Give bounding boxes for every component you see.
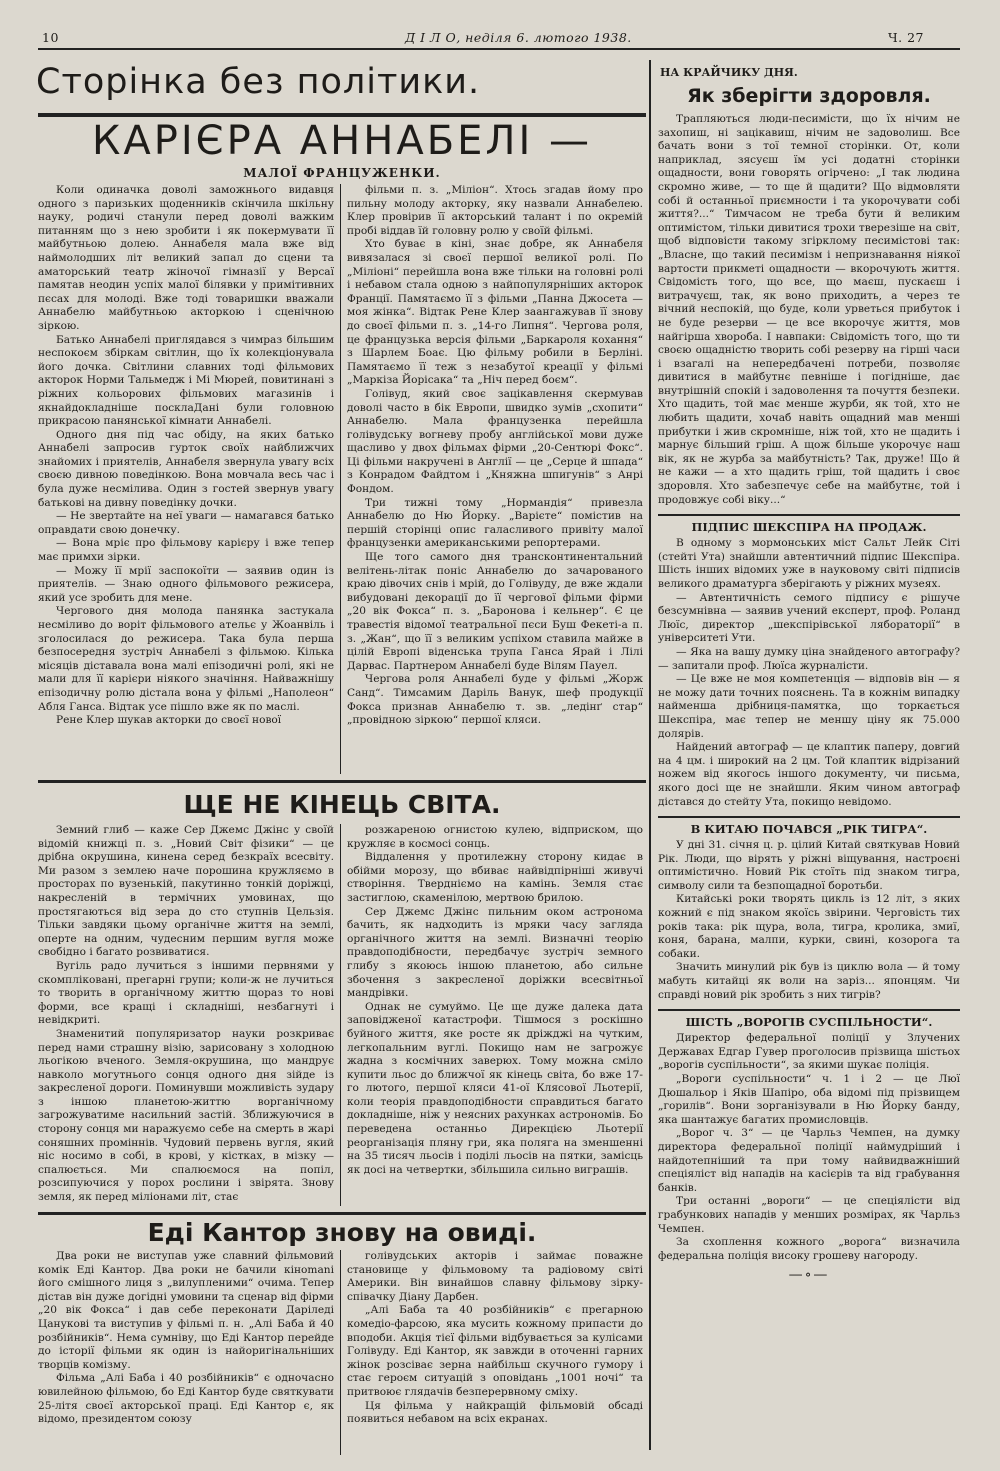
- paragraph: Ще того самого дня трансконтинентальний велітень-літак поніс Аннабелю до зачарованого краю дівочих снів і мрій, до Голівуду, де вже ждали вибудовані декорації до її чергової фільми фірми „20 вік Фокса“ п. з. „Баронова і кельнер“. Є це травестія відомої театральної пєси Буш Фекеті-а п. з. „Жан“, що її з великим успіхом ставила майже в цілій Европі віденська трупа Ганса Ярай і Лілі Дарвас. Партнером Аннабелі буде Вілям Пауел.: [347, 551, 643, 672]
- annabel-title: КАРІЄРА АННАБЕЛІ —: [92, 118, 592, 164]
- paragraph: Віддалення у протилежну сторону кидає в обійми морозу, що вбиває найвідпірніші живучі створіння. Твердніємо на камінь. Земля стає застиглою, скаменілою, мертвою брилою.: [347, 851, 643, 904]
- annabel-subtitle: МАЛОЇ ФРАНЦУЖЕНКИ.: [243, 166, 441, 180]
- issue-number: Ч. 27: [888, 30, 925, 45]
- health-title: Як зберігти здоровля.: [687, 85, 931, 107]
- section-title: Сторінка без політики.: [36, 62, 481, 102]
- sidebar-kicker: НА КРАЙЧИКУ ДНЯ.: [660, 66, 798, 79]
- paragraph: „Вороги суспільности“ ч. 1 і 2 — це Люї Дюшальор і Яків Шапіро, оба відомі під прізвищем „горилів“. Вони зорганізували в Ню Йорку банду, яка шантажує багатих промисловців.: [658, 1073, 960, 1126]
- annabel-col-2: [347, 184, 643, 728]
- paragraph: Чергова роля Аннабелі буде у фільмі „Жорж Санд“. Тимсамим Даріль Ванук, шеф продукції Фокса признав Аннабелю т. зв. „ледінґ стар“ „провідною зіркою“ першої кляси.: [347, 673, 643, 727]
- paragraph: Два роки не виступав уже славний фільмовий комік Еді Кантор. Два роки не бачили кінomani його смішного лиця з „вилупленими“ очима. Тепер дістав він дуже догідні умовини та сценар від фірми „20 вік Фокса“ і дав себе переконати Даріледі Цанукові та виступив у фільмі п. н. „Алі Баба й 40 розбійників“. Нема сумніву, що Еді Кантор перейде до історії фільми як один із найоригінальніших творців комізму.: [38, 1250, 334, 1371]
- enemies-title: ШІСТЬ „ВОРОГІВ СУСПІЛЬНОСТИ“.: [685, 1015, 933, 1030]
- header-rule: [38, 48, 960, 50]
- paragraph: — Можу її мрії заспокоїти — заявив один із приятелів. — Знаю одного фільмового режисера, який усе зробить для мене.: [38, 564, 334, 604]
- paragraph: голівудських акторів і займає поважне становище у фільмовому та радіовому світі Америки. Він винайшов славну фільмову зірку-співачку Діану Дарбен.: [347, 1250, 643, 1303]
- paragraph: Рене Клер шукав акторки до своєї нової: [56, 714, 282, 727]
- world-col-1: [38, 824, 334, 1205]
- end-ornament: —∘—: [788, 1267, 830, 1284]
- paragraph: Вугіль радо лучиться з іншими первнями у скомпліковані, прегарні групи; коли-ж не лучиться то творить в органічному життю щораз то нові форми, все кращі і складніші, незбагнуті і невідкриті.: [38, 959, 334, 1027]
- paragraph: — Вона мріє про фільмову карієру і вже тепер має примхи зірки.: [38, 537, 334, 564]
- paragraph: В одному з мормонських міст Сальт Лейк Сіті (стейті Ута) знайшли автентичний підпис Шекспіра. Шість інших відомих уже в науковому світі підписів великого драматурга зберігають у ріжних музеях.: [658, 537, 960, 590]
- paragraph: — Автентичність семого підпису є рішуче безсумнівна — заявив учений експерт, проф. Роланд Люїс, директор „шекспірівської лябораторії“ в університеті Ути.: [658, 591, 960, 645]
- page-number: 10: [42, 30, 59, 45]
- paragraph: фільми п. з. „Міліон“. Хтось згадав йому про пильну молоду акторку, яку назвали Аннабелею. Клер провірив її акторський талант і по окремій пробі віддав їй головну ролю у своїй фільмі.: [347, 184, 643, 237]
- paragraph: Три тижні тому „Нормандія“ привезла Аннабелю до Ню Йорку. „Варієте“ помістив на першій сторінці опис галасливого привіту малої французенки американськими репортерами.: [347, 496, 643, 550]
- paragraph: Коли одиначка доволі заможнього видавця одного з паризьких щоденників скінчила шкільну науку, родичі станули перед доволі важким питанням що з нею зробити і як покермувати її майбутньою долею. Аннабеля мала вже від наймолодших літ великий запал до сцени та аматорський театр жіночої гімназії у Версаї памятав неодин успіх малої білявки у примітивних пєсах для молоді. Вже тоді товаришки вважали Аннабелю майбутньою акторкою і сценічною зіркою.: [38, 184, 334, 332]
- column-divider: [340, 1250, 341, 1455]
- section-rule: [658, 1009, 960, 1011]
- paragraph: Однак не сумуймо. Це ще дуже далека дата заповідженої катастрофи. Тішмося з роскішно буйного життя, яке росте як дріжджі на чутким, легкопальним вуглі. Покищо нам не загрожує жадна з космічних заверюх. Тому можна сміло купити льос до ближчої як кінець світа, бо вже 17-го лютого, першої кляси 41-ої Клясової Льотерії, коли теорія правдоподібности справдиться багато докладніше, ніж у неясних рахунках астрономів. Бо переведена останньо Дирекцією Льотерії реорганізація пляну гри, яка поляга на зменшенні на 35 тисяч льосів і поділі льосів на пятки, замісць як досі на четвертки, збільшила сильно виграшів.: [347, 1000, 643, 1176]
- column-divider: [340, 184, 341, 774]
- paragraph: „Алі Баба та 40 розбійників“ є прегарною комедіо-фарсою, яка мусить кожному припасти до вподоби. Акція тієї фільми відбувається за кулісами Голівуду. Еді Кантор, як завжди в оточенні гарних жінок розсіває зерна найбільш скучного гумору і стає героєм ситуацій з оповідань „1001 ночі“ та притвоює глядачів безперервному сміху.: [347, 1304, 643, 1398]
- paragraph: Одного дня під час обіду, на яких батько Аннабелі запросив гурток своїх найближчих знайомих і приятелів, Аннабеля звернула увагу всіх своєю дивною поведінкою. Вона мовчала весь час і була дуже несміливa. Один з гостей звернув увагу батькові на дивну поведінку дочки.: [38, 428, 334, 509]
- tiger-title: В КИТАЮ ПОЧАВСЯ „РІК ТИГРА“.: [690, 822, 928, 837]
- cantor-top-rule: [38, 1212, 646, 1215]
- world-title: ЩЕ НЕ КІНЕЦЬ СВІТА.: [183, 790, 501, 819]
- paragraph: За схоплення кожного „ворога“ визначила федеральна поліція високу грошеву нагороду.: [658, 1236, 960, 1262]
- paragraph: Голівуд, який своє зацікавлення скермував доволі часто в бік Европи, швидко зумів „схопити“ Аннабелю. Мала французенка перейшла голівудську вогневу пробу англійської мови дуже щасливо у двох фільмах фірми „20-Сентюрі Фокс“. Ці фільми накручені в Англії — це „Серце й шпада“ з Конрадом Файдтом і „Княжна шпигунів“ з Анрі Фондом.: [347, 387, 643, 496]
- paragraph: Батько Аннабелі приглядався з чимраз більшим неспокоєм збіркам світлин, що їх колекціонувала його дочка. Світлини славних тоді фільмових акторок Норми Тальмедж і Мі Мюрей, повитинані з ріжних кольорових фільмових магазинів і якнайдокладніше посклаДані були головною прикрасою панянської кімнати Аннабелі.: [38, 333, 334, 428]
- section-rule: [658, 816, 960, 818]
- paragraph: — Не звертайте на неї уваги — намагався батько оправдати свою донечку.: [38, 510, 334, 536]
- paragraph: Три останні „вороги“ — це спеціялісти від грабункових нападів у менших розмірах, як Чарльз Чемпен.: [658, 1195, 960, 1235]
- paragraph: Знаменитий популяризатор науки розкриває перед нами страшну візію, зарисовану з холодною льогікою вченого. Земля-окрушина, що мандрує навколо могутнього сонця одного дня зійде із закресленої дороги. Поминувши можливість зудару з іншою планетою-життю ворганічному загрожуватиме насильний застій. Зближуючися в сторону сонця ми наражуємо себе на смерть в жарі соняшних проміннів. Чудовий первень вугля, який ніс носимо в собі, в крові, у кістках, в мізку — спалюється. Ми спалюємося на попіл, розсипуючися у порох рослини і звірята. Знову земля, як перед міліонами літ, стає: [38, 1027, 334, 1204]
- column-divider: [340, 824, 341, 1206]
- world-col-2: [347, 824, 643, 1177]
- cantor-col-2: [347, 1250, 643, 1427]
- paragraph: — Це вже не моя компетенція — відповів він — я не можу дати точних пояснень. Та в кожнім випадку найменша дрібниця-памятка, що торкається Шекспіра, має тепер не меншу ціну як 75.000 долярів.: [658, 673, 960, 740]
- paragraph: У дні 31. січня ц. р. цілий Китай святкував Новий Рік. Люди, що вірять у ріжні віщування, настроєні оптимістично. Новий Рік стоїть під знаком тигра, символу сили та безпощадної боротьби.: [658, 839, 960, 892]
- paragraph: Трапляються люди-песимісти, що їх нічим не захопиш, ні зацікавиш, нічим не задоволиш. Все бачать вони з тої темної сторінки. От, коли наприклад, зясуєш їм усі додатні сторінки ощадности, вони говорять огірчено: „І так людина скромно живе, — то ще й щадити? Що відмовляти собі й останньої приємности і та укорочувати собі життя?...“ Тимчасом не треба бути й великим оптимістом, тільки дивитися трохи тверезіше на світ, щоб відповісти такому згірклому песимістові так: „Власне, що такий песимізм і непризнавання ніякої вартости прикметі ощадности — вкорочують життя. Свідомість того, що все, що маєш, пускаєш і витрачуєш, так, як воно приходить, а через те вічний неспокій, що буде, коли урветься прибуток і не буде резерви — це все вкорочує життя, мов найгірша хвороба. І навпаки: Свідомість того, що ти своєю ощадністю творить собі резерву на гірші часи і взагалі на непередбачені потреби, позволяє дивитися в майбутнє певніше і погідніше, дає внутрішній спокій і задоволення та почуття безпеки. Хто щадить, той має менше журби, як той, хто не любить щадити, хочаб навіть ощадний мав менші прибутки і жив скромніше, ніж той, хто не щадить і марнує більший гріш. А щож більше укорочує наш вік, як не журба за майбутність? Так, друже! Що й не кажи — а хто щадить гріш, той щадить і своє здоровля. Хто забезпечує себе на майбутнє, той і продовжує собі віку...“: [658, 113, 960, 506]
- shakespeare-text: [658, 537, 960, 809]
- tiger-text: [658, 839, 960, 1002]
- paragraph: Значить минулий рік був із циклю вола — й тому мабуть китайці як воли на заріз... японцям. Чи справді новий рік зробить з них тигрів?: [658, 961, 960, 1001]
- paragraph: Ця фільма у найкращій фільмовій обсаді появиться небавом на всіх екранах.: [347, 1399, 643, 1426]
- section-rule: [658, 514, 960, 516]
- world-top-rule: [38, 780, 646, 783]
- cantor-title: Еді Кантор знову на овиді.: [147, 1218, 537, 1247]
- cantor-col-1: [38, 1250, 334, 1427]
- paragraph: „Ворог ч. 3“ — це Чарльз Чемпен, на думку директора федеральної поліції наймудріший і найдотепніший та при тому найвидважніший спеціяліст від нападів на касієрів та від грабування банків.: [658, 1127, 960, 1194]
- paragraph: Сер Джемс Джінс пильним оком астронома бачить, як надходить із мряки часу загляда органічного життя на землі. Визначні теорію правдоподібности, передбачує зустріч земного глибу з якоюсь іншою планетою, або сильне збочення з закресленої доріжки всесвітньої мандрівки.: [347, 905, 643, 1000]
- paragraph: — Яка на вашу думку ціна знайденого автографу? — запитали проф. Люїса журналісти.: [658, 645, 960, 672]
- sidebar-divider: [649, 60, 651, 1450]
- paragraph: Чергового дня молода панянка застукала несміливо до воріт фільмового ательє у Жоанвіль і зголосилася до режисера. Така була перша безпосередня зустріч Аннабелі з фільмою. Кілька місяців діставала вона малі епізодичні ролі, які не мали для її карієри ніякого значіння. Найважнішу епізодичну ролю дістала вона у фільмі „Наполеон“ Абля Ганса. Відтак усе пішло вже як по маслі.: [38, 605, 334, 713]
- paragraph: Фільма „Алі Баба і 40 розбійників“ є одночасно ювилейною фільмою, бо Еді Кантор буде святкувати 25-літя своєї акторської праці. Еді Кантор є, як відомо, президентом союзу: [38, 1372, 334, 1426]
- health-text: [658, 113, 960, 507]
- shakespeare-title: ПІДПИС ШЕКСПІРА НА ПРОДАЖ.: [691, 520, 927, 535]
- masthead: Д І Л О, неділя 6. лютого 1938.: [405, 30, 632, 45]
- paragraph: Китайські роки творять цикль із 12 літ, з яких кожний є під знаком якоїсь звірини. Черговість тих років така: рік щура, вола, тигра, кролика, змиї, коня, барана, малпи, курки, свині, козорога та собаки.: [658, 893, 960, 960]
- paragraph: Директор федеральної поліції у Злучених Державах Едгар Гувер проголосив прізвища шістьох „ворогів суспільности“, за якими шукає поліція.: [658, 1032, 960, 1072]
- paragraph: Найдений автограф — це клаптик паперу, довгий на 4 цм. і широкий на 2 цм. Той клаптик відрізаний ножем від якогось іншого документу, чи письма, якого досі ще не знайшли. Яким чином автограф дістався до стейту Ута, покищо невідомо.: [658, 741, 960, 808]
- paragraph: Хто буває в кіні, знає добре, як Аннабеля вивязалася зі своєї першої великої ролі. По „Міліоні“ перейшла вона вже тільки на головні ролі і небавом стала одною з найпопулярніших акторок Франції. Памятаємо її з фільми „Панна Джосета — моя жінка“. Відтак Рене Клер заангажував її знову до своєї фільми п. з. „14-го Липня“. Чергова роля, це французька версія фільми „Баркароля кохання“ з Шарлем Боає. Цю фільму робили в Берліні. Памятаємо її теж з незабутої креації у фільмі „Маркіза Йорісака“ та „Ніч перед боєм“.: [347, 238, 643, 387]
- sidebar: [658, 66, 960, 1283]
- enemies-text: [658, 1032, 960, 1263]
- section-title-rule: [38, 113, 646, 117]
- annabel-col-1: [38, 184, 334, 728]
- paragraph: Земний глиб — каже Сер Джемс Джінс у своїй відомій книжці п. з. „Новий Світ фізики“ — це дрібна окрушина, кинена серед безкраїх всесвіту. Ми разом з землею наче порошина кружляємо в просторах по вузенькій, пакутинно тонкій доріжці, накресленій в термічних умовинах, що простягаються від зера до сто ступнів Цельзія. Тільки завдяки цьому органічне життя на землі, оперте на одним, чудесним першим вугля може свобідно і багато розвиватися.: [38, 824, 334, 959]
- paragraph: розжареною огнистою кулею, відприском, що кружляє в космосі сонць.: [347, 824, 643, 850]
